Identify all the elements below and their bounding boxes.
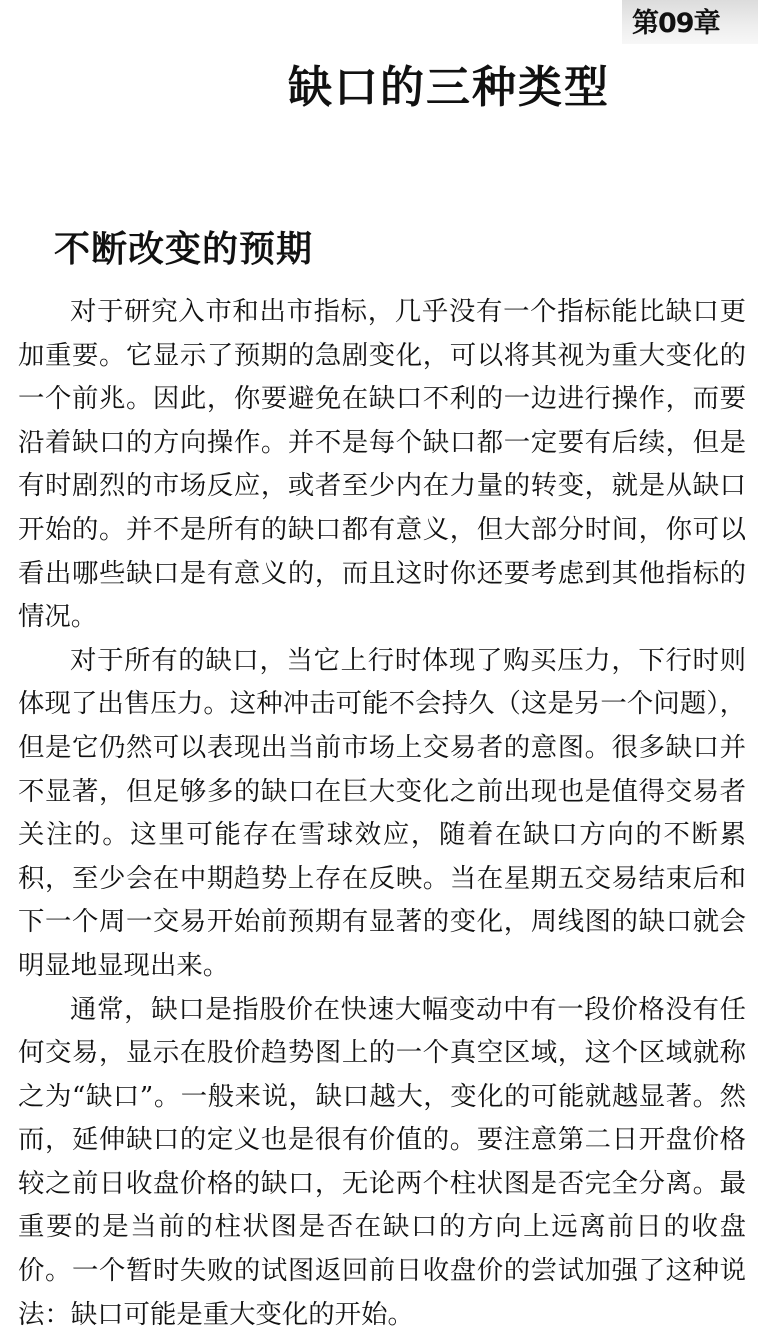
paragraph-2: 对于所有的缺口，当它上行时体现了购买压力，下行时则体现了出售压力。这种冲击可能不会持久（这是另一个问题），但是它仍然可以表现出当前市场上交易者的意图。很多缺口并不显著，但足够多的缺口在巨大变化之前出现也是值得交易者关注的。这里可能存在雪球效应，随着在缺口方向的不断累积，至少会在中期趋势上存在反映。当在星期五交易结束后和下一个周一交易开始前预期有显著的变化，周线图的缺口就会明显地显现出来。 — [18, 639, 746, 988]
chapter-title: 缺口的三种类型 — [288, 58, 610, 118]
chapter-number: 第09章 — [632, 4, 720, 44]
paragraph-1: 对于研究入市和出市指标，几乎没有一个指标能比缺口更加重要。它显示了预期的急剧变化，可以将其视为重大变化的一个前兆。因此，你要避免在缺口不利的一边进行操作，而要沿着缺口的方向操作。并不是每个缺口都一定要有后续，但是有时剧烈的市场反应，或者至少内在力量的转变，就是从缺口开始的。并不是所有的缺口都有意义，但大部分时间，你可以看出哪些缺口是有意义的，而且这时你还要考虑到其他指标的情况。 — [18, 290, 746, 639]
body-text — [18, 290, 746, 1336]
paragraph-3: 通常，缺口是指股价在快速大幅变动中有一段价格没有任何交易，显示在股价趋势图上的一个真空区域，这个区域就称之为“缺口”。一般来说，缺口越大，变化的可能就越显著。然而，延伸缺口的定义也是很有价值的。要注意第二日开盘价格较之前日收盘价格的缺口，无论两个柱状图是否完全分离。最重要的是当前的柱状图是否在缺口的方向上远离前日的收盘价。一个暂时失败的试图返回前日收盘价的尝试加强了这种说法：缺口可能是重大变化的开始。 — [18, 988, 746, 1336]
section-heading: 不断改变的预期 — [54, 224, 313, 276]
